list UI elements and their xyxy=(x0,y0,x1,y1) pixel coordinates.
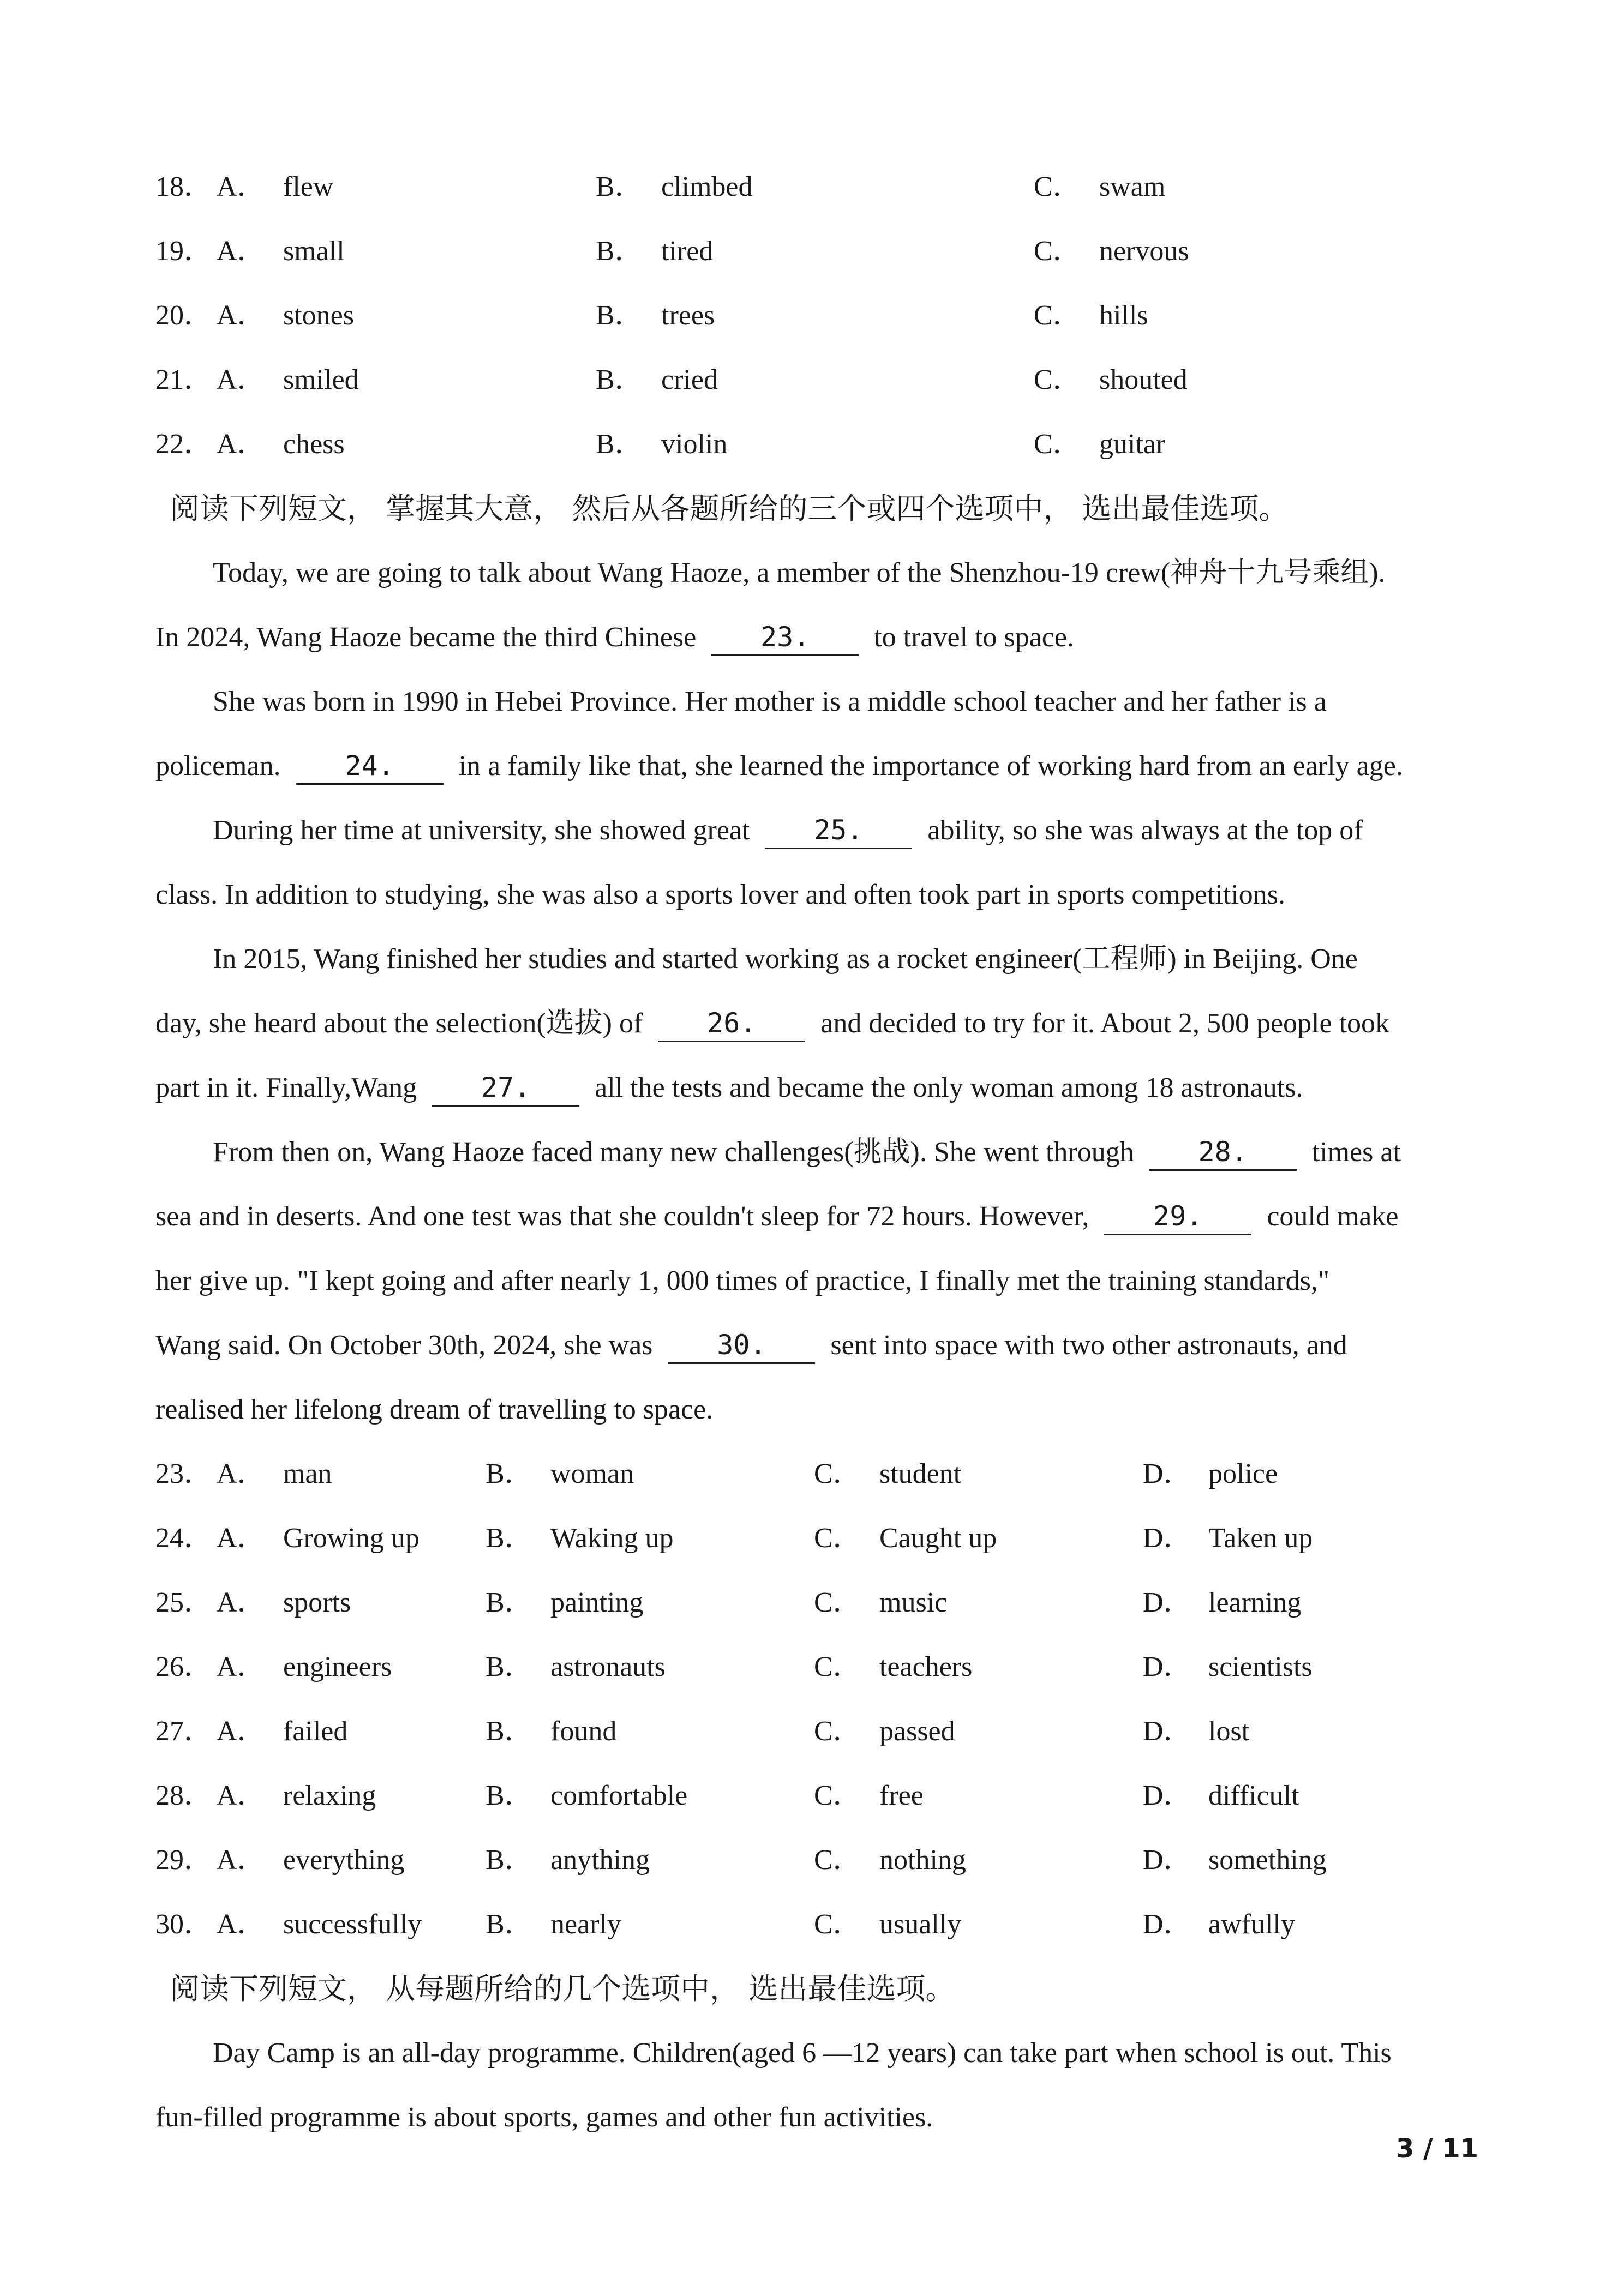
option-letter-c: C． xyxy=(814,1651,861,1682)
option-c: swam xyxy=(1099,171,1166,202)
option-letter-d: D． xyxy=(1143,1716,1192,1747)
option-letter-b: B． xyxy=(486,1716,533,1747)
passage-line xyxy=(155,991,1476,1056)
option-d: police xyxy=(1208,1458,1278,1489)
option-letter-a: A． xyxy=(217,1844,266,1876)
question-number: 18． xyxy=(155,171,213,202)
option-letter-b: B． xyxy=(596,364,643,395)
blank-23: 23. xyxy=(711,620,859,656)
option-d: Taken up xyxy=(1208,1523,1313,1554)
passage-text: During her time at university, she showed great xyxy=(213,815,750,846)
option-letter-c: C． xyxy=(814,1909,861,1940)
passage-text: times at xyxy=(1311,1137,1401,1168)
option-b: nearly xyxy=(550,1909,621,1940)
option-letter-c: C． xyxy=(814,1780,861,1811)
passage-text: day, she heard about the selection(选拔) of xyxy=(155,1008,643,1039)
blank-26: 26. xyxy=(658,1006,805,1042)
option-b: woman xyxy=(550,1458,634,1489)
option-a: everything xyxy=(283,1844,405,1876)
passage-line: In 2015, Wang finished her studies and started working as a rocket engineer(工程师) in Beijing. One xyxy=(213,943,1358,975)
option-letter-a: A． xyxy=(217,429,266,460)
option-c: hills xyxy=(1099,300,1148,331)
question-number: 24． xyxy=(155,1523,213,1554)
option-letter-a: A． xyxy=(217,171,266,202)
option-letter-d: D． xyxy=(1143,1458,1192,1489)
option-b: violin xyxy=(661,429,728,460)
option-a: man xyxy=(283,1458,332,1489)
passage-line xyxy=(155,605,1476,670)
option-a: relaxing xyxy=(283,1780,376,1811)
option-b: painting xyxy=(550,1587,644,1618)
option-letter-a: A． xyxy=(217,236,266,267)
option-b: climbed xyxy=(661,171,753,202)
option-c: nothing xyxy=(879,1844,966,1876)
option-c: nervous xyxy=(1099,236,1189,267)
option-d: lost xyxy=(1208,1716,1250,1747)
blank-24: 24. xyxy=(296,749,444,785)
passage-line xyxy=(213,798,1476,863)
option-letter-b: B． xyxy=(486,1458,533,1489)
option-letter-d: D． xyxy=(1143,1651,1192,1682)
passage-text: part in it. Finally,Wang xyxy=(155,1072,417,1103)
passage-line xyxy=(155,1056,1476,1120)
option-a: sports xyxy=(283,1587,351,1618)
passage-line: her give up. "I kept going and after nearly 1, 000 times of practice, I finally met the training standards," xyxy=(155,1265,1330,1296)
option-letter-d: D． xyxy=(1143,1909,1192,1940)
option-d: awfully xyxy=(1208,1909,1295,1940)
option-letter-b: B． xyxy=(486,1909,533,1940)
option-letter-c: C． xyxy=(814,1458,861,1489)
option-letter-b: B． xyxy=(596,171,643,202)
option-d: scientists xyxy=(1208,1651,1313,1682)
page-number-text: 3 / 11 xyxy=(1395,2133,1478,2164)
option-letter-a: A． xyxy=(217,1523,266,1554)
question-number: 30． xyxy=(155,1909,213,1940)
passage-line: She was born in 1990 in Hebei Province. Her mother is a middle school teacher and her father is a xyxy=(213,686,1327,717)
option-letter-d: D． xyxy=(1143,1587,1192,1618)
option-a: chess xyxy=(283,429,345,460)
option-letter-b: B． xyxy=(486,1651,533,1682)
passage-text: policeman. xyxy=(155,750,281,782)
option-b: tired xyxy=(661,236,714,267)
option-d: difficult xyxy=(1208,1780,1299,1811)
passage-text: all the tests and became the only woman among 18 astronauts. xyxy=(595,1072,1303,1103)
question-number: 22． xyxy=(155,429,213,460)
blank-27: 27. xyxy=(432,1071,579,1107)
option-letter-d: D． xyxy=(1143,1523,1192,1554)
option-b: found xyxy=(550,1716,617,1747)
option-letter-b: B． xyxy=(486,1844,533,1876)
option-letter-a: A． xyxy=(217,364,266,395)
question-number: 27． xyxy=(155,1716,213,1747)
option-b: anything xyxy=(550,1844,650,1876)
option-c: usually xyxy=(879,1909,962,1940)
passage-text: In 2024, Wang Haoze became the third Chinese xyxy=(155,622,697,653)
passage-line xyxy=(155,734,1476,798)
option-letter-a: A． xyxy=(217,1909,266,1940)
option-a: successfully xyxy=(283,1909,422,1940)
option-b: trees xyxy=(661,300,715,331)
passage-text: sent into space with two other astronauts, and xyxy=(830,1330,1347,1361)
option-c: shouted xyxy=(1099,364,1188,395)
option-letter-d: D． xyxy=(1143,1844,1192,1876)
option-c: student xyxy=(879,1458,962,1489)
passage-line: Today, we are going to talk about Wang Haoze, a member of the Shenzhou-19 crew(神舟十九号乘组). xyxy=(213,557,1386,588)
option-d: learning xyxy=(1208,1587,1302,1618)
option-c: free xyxy=(879,1780,924,1811)
option-letter-c: C． xyxy=(814,1523,861,1554)
option-b: astronauts xyxy=(550,1651,666,1682)
question-number: 19． xyxy=(155,236,213,267)
question-number: 26． xyxy=(155,1651,213,1682)
option-letter-b: B． xyxy=(596,300,643,331)
question-number: 28． xyxy=(155,1780,213,1811)
option-d: something xyxy=(1208,1844,1327,1876)
section-instruction: 阅读下列短文， 从每题所给的几个选项中， 选出最佳选项。 xyxy=(170,1972,955,2006)
passage-line: fun-filled programme is about sports, games and other fun activities. xyxy=(155,2102,933,2133)
option-letter-b: B． xyxy=(486,1523,533,1554)
option-letter-c: C． xyxy=(814,1844,861,1876)
option-letter-c: C． xyxy=(1034,236,1081,267)
option-c: guitar xyxy=(1099,429,1166,460)
blank-30: 30. xyxy=(668,1328,815,1364)
passage-text: Wang said. On October 30th, 2024, she was xyxy=(155,1330,653,1361)
option-a: Growing up xyxy=(283,1523,420,1554)
option-letter-b: B． xyxy=(486,1587,533,1618)
option-letter-b: B． xyxy=(486,1780,533,1811)
option-letter-a: A． xyxy=(217,1587,266,1618)
option-a: small xyxy=(283,236,345,267)
passage-line xyxy=(155,1313,1476,1378)
option-letter-c: C． xyxy=(1034,429,1081,460)
question-number: 21． xyxy=(155,364,213,395)
option-letter-c: C． xyxy=(1034,300,1081,331)
option-letter-c: C． xyxy=(1034,171,1081,202)
option-a: stones xyxy=(283,300,354,331)
passage-text: and decided to try for it. About 2, 500 people took xyxy=(820,1008,1390,1039)
passage-line xyxy=(155,1185,1476,1249)
passage-text: ability, so she was always at the top of xyxy=(927,815,1363,846)
section-instruction: 阅读下列短文， 掌握其大意， 然后从各题所给的三个或四个选项中， 选出最佳选项。 xyxy=(170,491,1289,526)
blank-25: 25. xyxy=(765,813,912,849)
question-number: 23． xyxy=(155,1458,213,1489)
option-c: passed xyxy=(879,1716,955,1747)
option-letter-a: A． xyxy=(217,1716,266,1747)
question-number: 29． xyxy=(155,1844,213,1876)
option-c: Caught up xyxy=(879,1523,997,1554)
option-letter-c: C． xyxy=(814,1587,861,1618)
blank-29: 29. xyxy=(1104,1199,1251,1235)
blank-28: 28. xyxy=(1149,1135,1297,1171)
passage-line: realised her lifelong dream of travelling to space. xyxy=(155,1394,714,1425)
option-letter-c: C． xyxy=(814,1716,861,1747)
option-a: smiled xyxy=(283,364,359,395)
option-letter-b: B． xyxy=(596,429,643,460)
passage-text: to travel to space. xyxy=(874,622,1074,653)
option-a: engineers xyxy=(283,1651,392,1682)
passage-text: could make xyxy=(1267,1201,1399,1232)
option-a: flew xyxy=(283,171,334,202)
option-c: music xyxy=(879,1587,948,1618)
option-letter-c: C． xyxy=(1034,364,1081,395)
option-letter-a: A． xyxy=(217,1780,266,1811)
option-a: failed xyxy=(283,1716,348,1747)
passage-text: in a family like that, she learned the importance of working hard from an early age. xyxy=(458,750,1403,782)
passage-line: class. In addition to studying, she was also a sports lover and often took part in sports competitions. xyxy=(155,879,1286,910)
option-b: comfortable xyxy=(550,1780,688,1811)
passage-text: From then on, Wang Haoze faced many new challenges(挑战). She went through xyxy=(213,1137,1134,1168)
option-b: cried xyxy=(661,364,718,395)
passage-line: Day Camp is an all-day programme. Children(aged 6 —12 years) can take part when school is out. This xyxy=(213,2037,1392,2069)
option-letter-d: D． xyxy=(1143,1780,1192,1811)
option-letter-a: A． xyxy=(217,1458,266,1489)
question-number: 20． xyxy=(155,300,213,331)
option-b: Waking up xyxy=(550,1523,674,1554)
passage-line xyxy=(213,1120,1476,1185)
page-number xyxy=(1364,2127,1478,2171)
passage-text: sea and in deserts. And one test was that she couldn't sleep for 72 hours. However, xyxy=(155,1201,1089,1232)
option-letter-a: A． xyxy=(217,300,266,331)
option-c: teachers xyxy=(879,1651,973,1682)
question-number: 25． xyxy=(155,1587,213,1618)
option-letter-a: A． xyxy=(217,1651,266,1682)
option-letter-b: B． xyxy=(596,236,643,267)
